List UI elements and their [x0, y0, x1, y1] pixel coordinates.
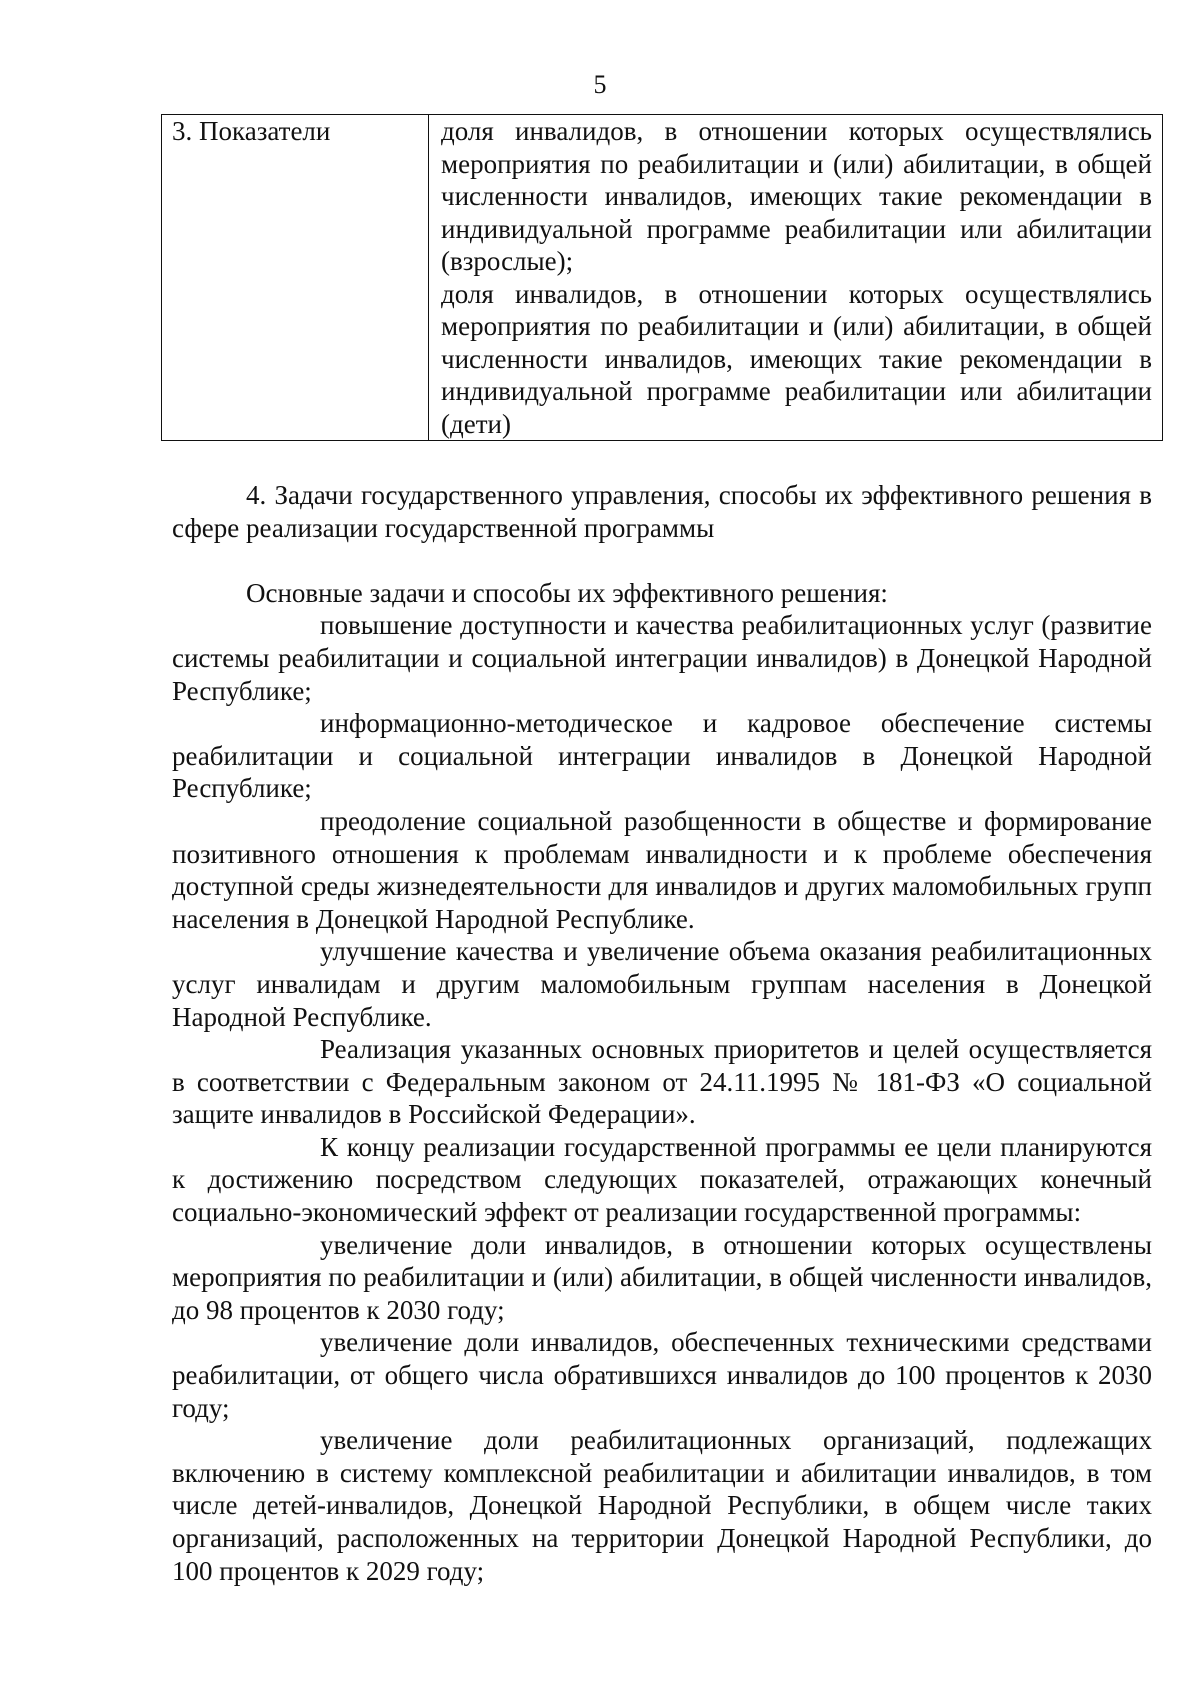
paragraph: преодоление социальной разобщенности в обществе и формирование позитивного отношения к проблемам инвалидности и к проблеме обеспечения доступной среды жизнедеятельности для инвалидов и других маломобильных групп населения в Донецкой Народной Республике. [172, 805, 1152, 934]
paragraph: информационно-методическое и кадровое обеспечение системы реабилитации и социальной интеграции инвалидов в Донецкой Народной Республике; [172, 708, 1152, 804]
table-cell-label: 3. Показатели [162, 115, 429, 441]
table-row [162, 115, 1163, 441]
page-number: 5 [593, 70, 607, 99]
paragraph: К концу реализации государственной программы ее цели планируются к достижению посредством следующих показателей, отражающих конечный социально-экономический эффект от реализации государственной программы: [172, 1131, 1152, 1228]
indicators-table [161, 114, 1163, 441]
paragraph: увеличение доли инвалидов, обеспеченных техническими средствами реабилитации, от общего числа обратившихся инвалидов до 100 процентов к 2030 году; [172, 1327, 1152, 1423]
section-body [172, 479, 1152, 1587]
section-heading: 4. Задачи государственного управления, способы их эффективного решения в сфере реализации государственной программы [172, 480, 1152, 543]
paragraph: Реализация указанных основных приоритетов и целей осуществляется в соответствии с Федеральным законом от 24.11.1995 № 181-ФЗ «О социальной защите инвалидов в Российской Федерации». [172, 1034, 1152, 1130]
indicator-children: доля инвалидов, в отношении которых осуществлялись мероприятия по реабилитации и (или) абилитации, в общей численности инвалидов, имеющих такие рекомендации в индивидуальной программе реабилитации или абилитации (дети) [441, 278, 1152, 439]
table-cell-indicators [429, 115, 1163, 441]
paragraph: увеличение доли инвалидов, в отношении которых осуществлены мероприятия по реабилитации и (или) абилитации, в общей численности инвалидов, до 98 процентов к 2030 году; [172, 1229, 1152, 1325]
paragraph: повышение доступности и качества реабилитационных услуг (развитие системы реабилитации и социальной интеграции инвалидов) в Донецкой Народной Республике; [172, 610, 1152, 706]
paragraph: увеличение доли реабилитационных организаций, подлежащих включению в систему комплексной реабилитации и абилитации инвалидов, в том числе детей-инвалидов, Донецкой Народной Республики, в общем числе таких организаций, расположенных на территории Донецкой Народной Республики, до 100 процентов к 2029 году; [172, 1425, 1152, 1586]
indicator-adults: доля инвалидов, в отношении которых осуществлялись мероприятия по реабилитации и (или) абилитации, в общей численности инвалидов, имеющих такие рекомендации в индивидуальной программе реабилитации или абилитации (взрослые); [441, 116, 1152, 276]
paragraph: улучшение качества и увеличение объема оказания реабилитационных услуг инвалидам и другим маломобильным группам населения в Донецкой Народной Республике. [172, 936, 1152, 1032]
paragraph: Основные задачи и способы их эффективного решения: [246, 577, 888, 608]
